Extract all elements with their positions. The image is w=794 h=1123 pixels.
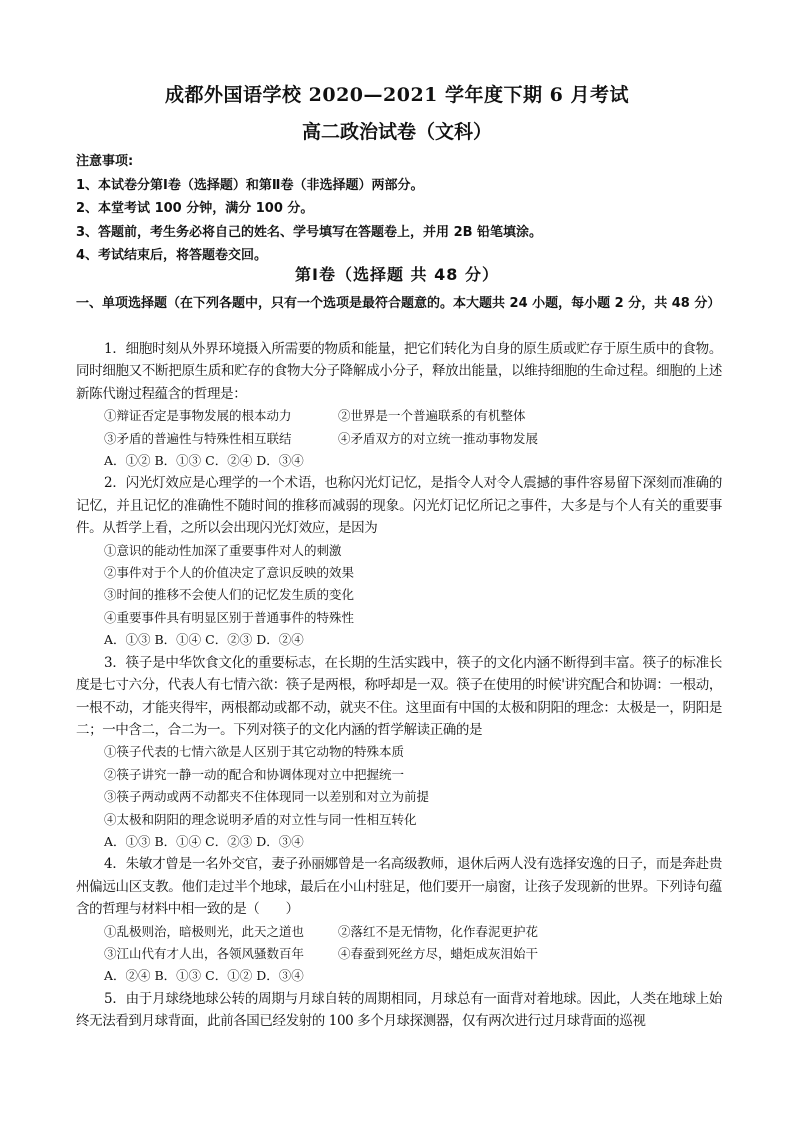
- option: ④春蚕到死丝方尽，蜡炬成灰泪始干: [338, 945, 539, 961]
- question-4: [76, 853, 722, 987]
- notes-item: 1、本试卷分第Ⅰ卷（选择题）和第Ⅱ卷（非选择题）两部分。: [76, 177, 424, 193]
- option-row: [76, 921, 722, 943]
- question-1: [76, 338, 722, 472]
- option: ①辩证否定是事物发展的根本动力: [104, 408, 292, 424]
- option-row: [76, 405, 722, 427]
- option: ④矛盾双方的对立统一推动事物发展: [338, 430, 539, 446]
- question-stem: 5．由于月球绕地球公转的周期与月球自转的周期相同，月球总有一面背对着地球。因此，人类在地球上始终无法看到月球背面，此前各国已经发射的 100 多个月球探测器，仅有两次进行过月球背面的巡视: [76, 990, 722, 1030]
- option: ③筷子两动或两不动都夹不住体现同一以差别和对立为前提: [104, 789, 430, 805]
- notes-block: [76, 150, 726, 268]
- question-5: [76, 988, 722, 1033]
- option: ③矛盾的普遍性与特殊性相互联结: [104, 430, 292, 446]
- option: ①乱极则治，暗极则光，此天之道也: [104, 923, 305, 939]
- option: ③时间的推移不会使人们的记忆发生质的变化: [104, 587, 355, 603]
- answer-choices: A．①② B．①③ C．②④ D．③④: [104, 453, 304, 469]
- option: ④重要事件具有明显区别于普通事件的特殊性: [104, 609, 355, 625]
- part-title: 一、单项选择题（在下列各题中，只有一个选项是最符合题意的。本大题共 24 小题，每小题 2 分，共 48 分）: [76, 296, 721, 311]
- option: ①意识的能动性加深了重要事件对人的刺激: [104, 542, 342, 558]
- option: ②事件对于个人的价值决定了意识反映的效果: [104, 565, 355, 581]
- notes-item: 2、本堂考试 100 分钟，满分 100 分。: [76, 201, 314, 216]
- option: ①筷子代表的七情六欲是人区别于其它动物的特殊本质: [104, 744, 405, 760]
- answer-choices: A．②④ B．①③ C．①② D．③④: [104, 968, 304, 984]
- notes-item: 3、答题前，考生务必将自己的姓名、学号填写在答题卷上，并用 2B 铅笔填涂。: [76, 224, 543, 240]
- option: ②筷子讲究一静一动的配合和协调体现对立中把握统一: [104, 766, 405, 782]
- question-3: [76, 652, 722, 854]
- notes-heading: 注意事项:: [76, 154, 134, 169]
- answer-choices: A．①③ B．①④ C．②③ D．③④: [104, 833, 304, 849]
- exam-title: 成都外国语学校 2020—2021 学年度下期 6 月考试: [165, 84, 629, 106]
- section-title: 第Ⅰ卷（选择题 共 48 分）: [295, 265, 499, 284]
- question-stem: 3．筷子是中华饮食文化的重要标志，在长期的生活实践中，筷子的文化内涵不断得到丰富。筷子的标准长度是七寸六分，代表人有七情六欲：筷子是两根，称呼却是一双。筷子在使用的时候'讲究配合和协调：一根动，一根不动，才能夹得牢，两根都动或都不动，就夹不住。这里面有中国的太极和阴阳的理念：太极是一，阴阳是二；一中含二，合二为一。下列对筷子的文化内涵的哲学解读正确的是: [76, 654, 722, 738]
- question-stem: 2．闪光灯效应是心理学的一个术语，也称闪光灯记忆，是指令人对令人震撼的事件容易留下深刻而准确的记忆，并且记忆的准确性不随时间的推移而减弱的现象。闪光灯记忆所记之事件，大多是与个人有关的重要事件。从哲学上看，之所以会出现闪光灯效应，是因为: [76, 475, 722, 537]
- questions-body: [76, 338, 722, 1033]
- option-row: [76, 428, 722, 450]
- exam-subtitle: 高二政治试卷（文科）: [301, 121, 492, 143]
- option-row: [76, 943, 722, 965]
- option: ④太极和阴阳的理念说明矛盾的对立性与同一性相互转化: [104, 811, 417, 827]
- option: ②落红不是无情物，化作春泥更护花: [338, 923, 539, 939]
- notes-item: 4、考试结束后，将答题卷交回。: [76, 248, 268, 263]
- question-stem: 4．朱敏才曾是一名外交官，妻子孙丽娜曾是一名高级教师，退休后两人没有选择安逸的日子，而是奔赴贵州偏远山区支教。他们走过半个地球，最后在小山村驻足，他们要开一扇窗，让孩子发现新的世界。下列诗句蕴含的哲理与材料中相一致的是（ ）: [76, 856, 722, 918]
- option: ③江山代有才人出，各领风骚数百年: [104, 945, 305, 961]
- question-2: [76, 472, 722, 651]
- option: ②世界是一个普遍联系的有机整体: [338, 408, 526, 424]
- answer-choices: A．①③ B．①④ C．②③ D．②④: [104, 632, 304, 648]
- question-stem: 1．细胞时刻从外界环境摄入所需要的物质和能量，把它们转化为自身的原生质或贮存于原生质中的食物。同时细胞又不断把原生质和贮存的食物大分子降解成小分子，释放出能量，以维持细胞的生命过程。细胞的上述新陈代谢过程蕴含的哲理是：: [76, 341, 722, 402]
